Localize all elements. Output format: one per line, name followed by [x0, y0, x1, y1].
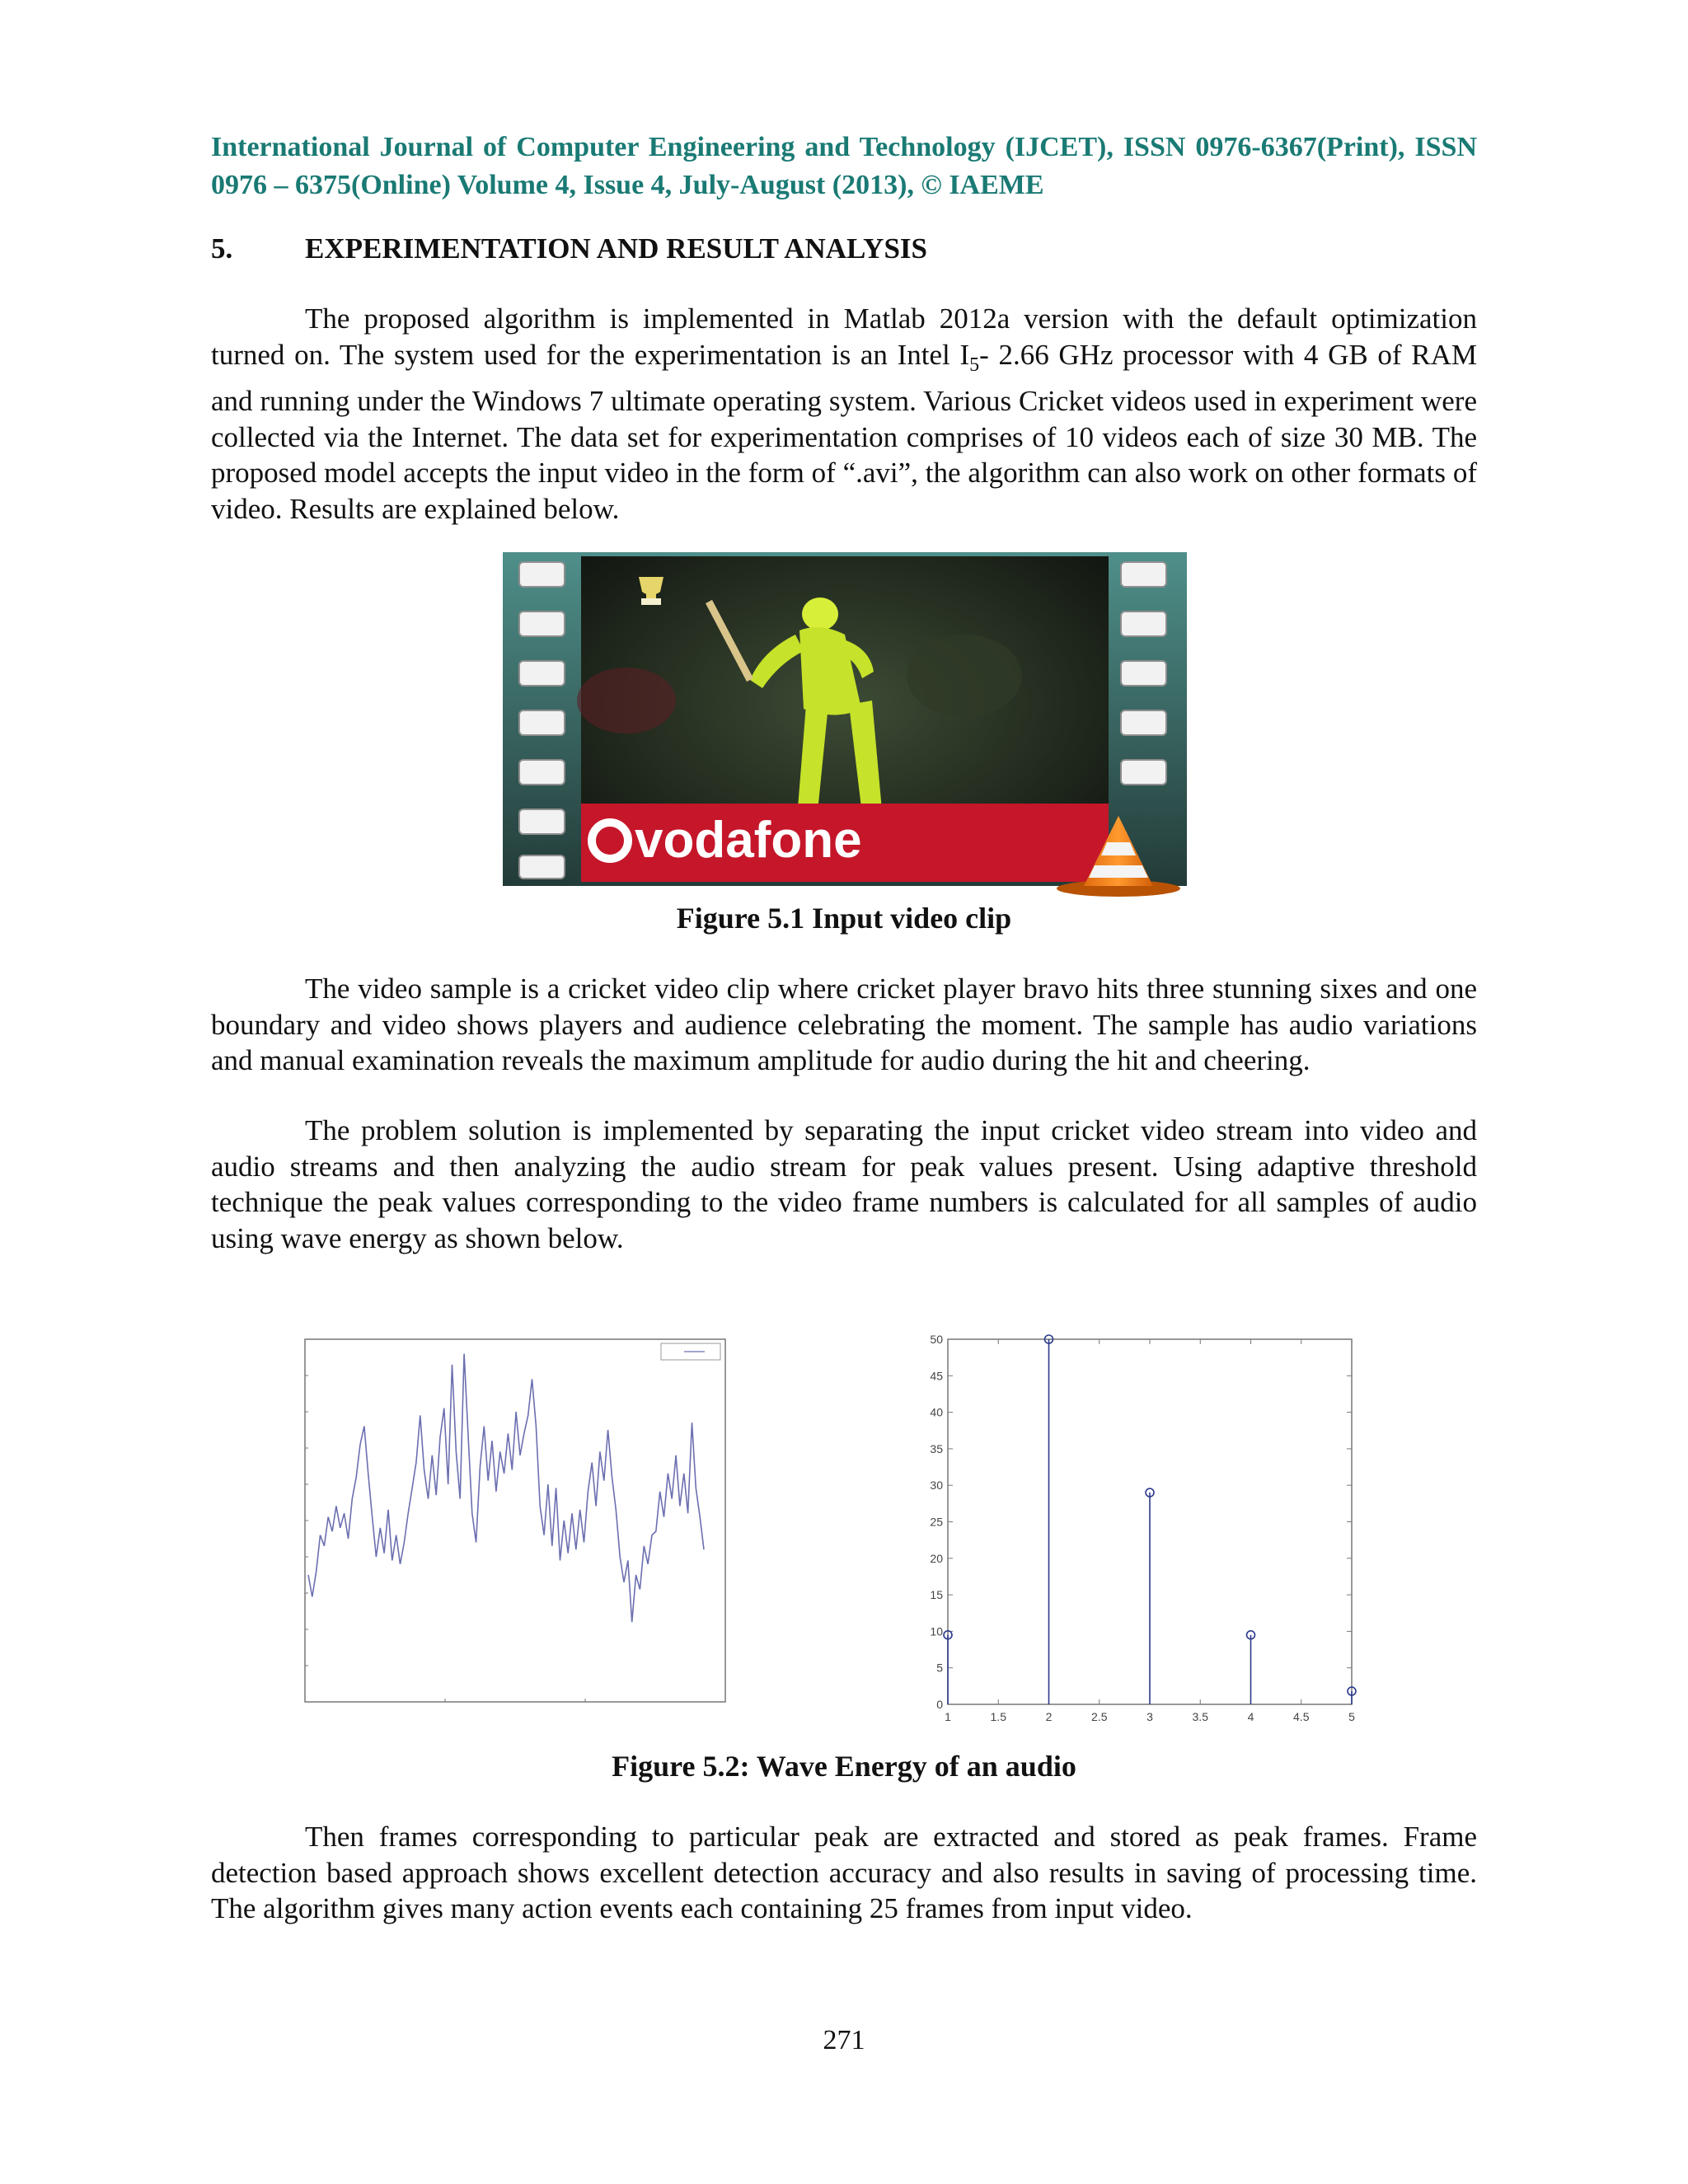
x-tick-label: 1: [945, 1710, 951, 1723]
x-tick-label: 4: [1247, 1710, 1254, 1723]
paragraph-text: Then frames corresponding to particular peak are extracted and stored as peak frames. Frame detection based approach shows excellent detection accuracy and also results in saving of processing time. The algorithm gives many action events each containing 25 frames from input video.: [211, 1821, 1477, 1924]
x-tick-label: 2.5: [1091, 1710, 1108, 1723]
banner-text: vodafone: [635, 812, 862, 869]
paragraph-text: The problem solution is implemented by separating the input cricket video stream into video and audio streams and then analyzing the audio stream for peak values present. Using adaptive threshold technique the peak values corresponding to the video frame numbers is calculated for all samples of audio using wave energy as shown below.: [211, 1114, 1477, 1254]
paragraph-text: The video sample is a cricket video clip where cricket player bravo hits three stunning sixes and one boundary and video shows players and audience celebrating the moment. The sample has audio variations and manual examination reveals the maximum amplitude for audio during the hit and cheering.: [211, 972, 1477, 1076]
y-tick-label: 45: [930, 1369, 943, 1383]
video-frame-image: [503, 552, 1195, 898]
x-tick-label: 2: [1045, 1710, 1053, 1723]
paragraph-experiment-setup: [211, 301, 1477, 527]
section-title: EXPERIMENTATION AND RESULT ANALYSIS: [305, 232, 927, 265]
paragraph-text: - 2.66 GHz processor with 4 GB of RAM and running under the Windows 7 ultimate operating system. Various Cricket videos used in experiment were collected via the Internet. The data set for experimentation comprises of 10 videos each of size 30 MB. The proposed model accepts the input video in the form of “.avi”, the algorithm can also work on other formats of video. Results are explained below.: [211, 338, 1478, 525]
y-tick-label: 0: [936, 1698, 943, 1711]
y-tick-label: 30: [930, 1479, 943, 1493]
paragraph-peak-frames: [211, 1819, 1477, 1927]
x-tick-label: 1.5: [990, 1710, 1006, 1723]
wave-energy-series-line: [308, 1354, 704, 1623]
y-tick-label: 20: [930, 1551, 943, 1565]
x-tick-label: 3.5: [1192, 1710, 1208, 1723]
peak-energy-stem-chart: [911, 1319, 1372, 1731]
legend-box: [661, 1343, 720, 1360]
trophy-icon: [639, 577, 663, 605]
paragraph-text: The proposed algorithm is implemented in Matlab 2012a version with the default optimization turned on. The system used for the experimentation is an Intel I: [211, 302, 1477, 371]
y-tick-label: 40: [930, 1405, 943, 1419]
x-tick-label: 4.5: [1293, 1710, 1310, 1723]
wave-energy-line-chart: [280, 1319, 742, 1722]
paragraph-problem-solution: [211, 1113, 1477, 1256]
page-number: 271: [823, 2025, 865, 2055]
y-tick-label: 15: [930, 1588, 943, 1602]
plot-frame: [305, 1339, 725, 1702]
section-heading: [211, 231, 1477, 267]
figure-5-1-caption: Figure 5.1 Input video clip: [676, 902, 1012, 935]
x-tick-label: 5: [1348, 1710, 1355, 1723]
x-tick-label: 3: [1146, 1710, 1153, 1723]
journal-header: International Journal of Computer Engineering and Technology (IJCET), ISSN 0976-6367(Print), ISSN 0976 – 6375(Online) Volume 4, Issue 4, July-August (2013), © IAEME: [211, 132, 1477, 200]
y-tick-label: 35: [930, 1441, 943, 1455]
figure-5-2-caption: Figure 5.2: Wave Energy of an audio: [612, 1750, 1076, 1783]
subscript: 5: [969, 354, 980, 376]
section-number: 5.: [211, 232, 233, 265]
y-tick-label: 10: [930, 1624, 943, 1638]
paragraph-video-sample: [211, 971, 1477, 1079]
y-tick-label: 5: [936, 1661, 943, 1675]
y-tick-label: 50: [930, 1333, 943, 1346]
y-tick-label: 25: [930, 1515, 943, 1529]
